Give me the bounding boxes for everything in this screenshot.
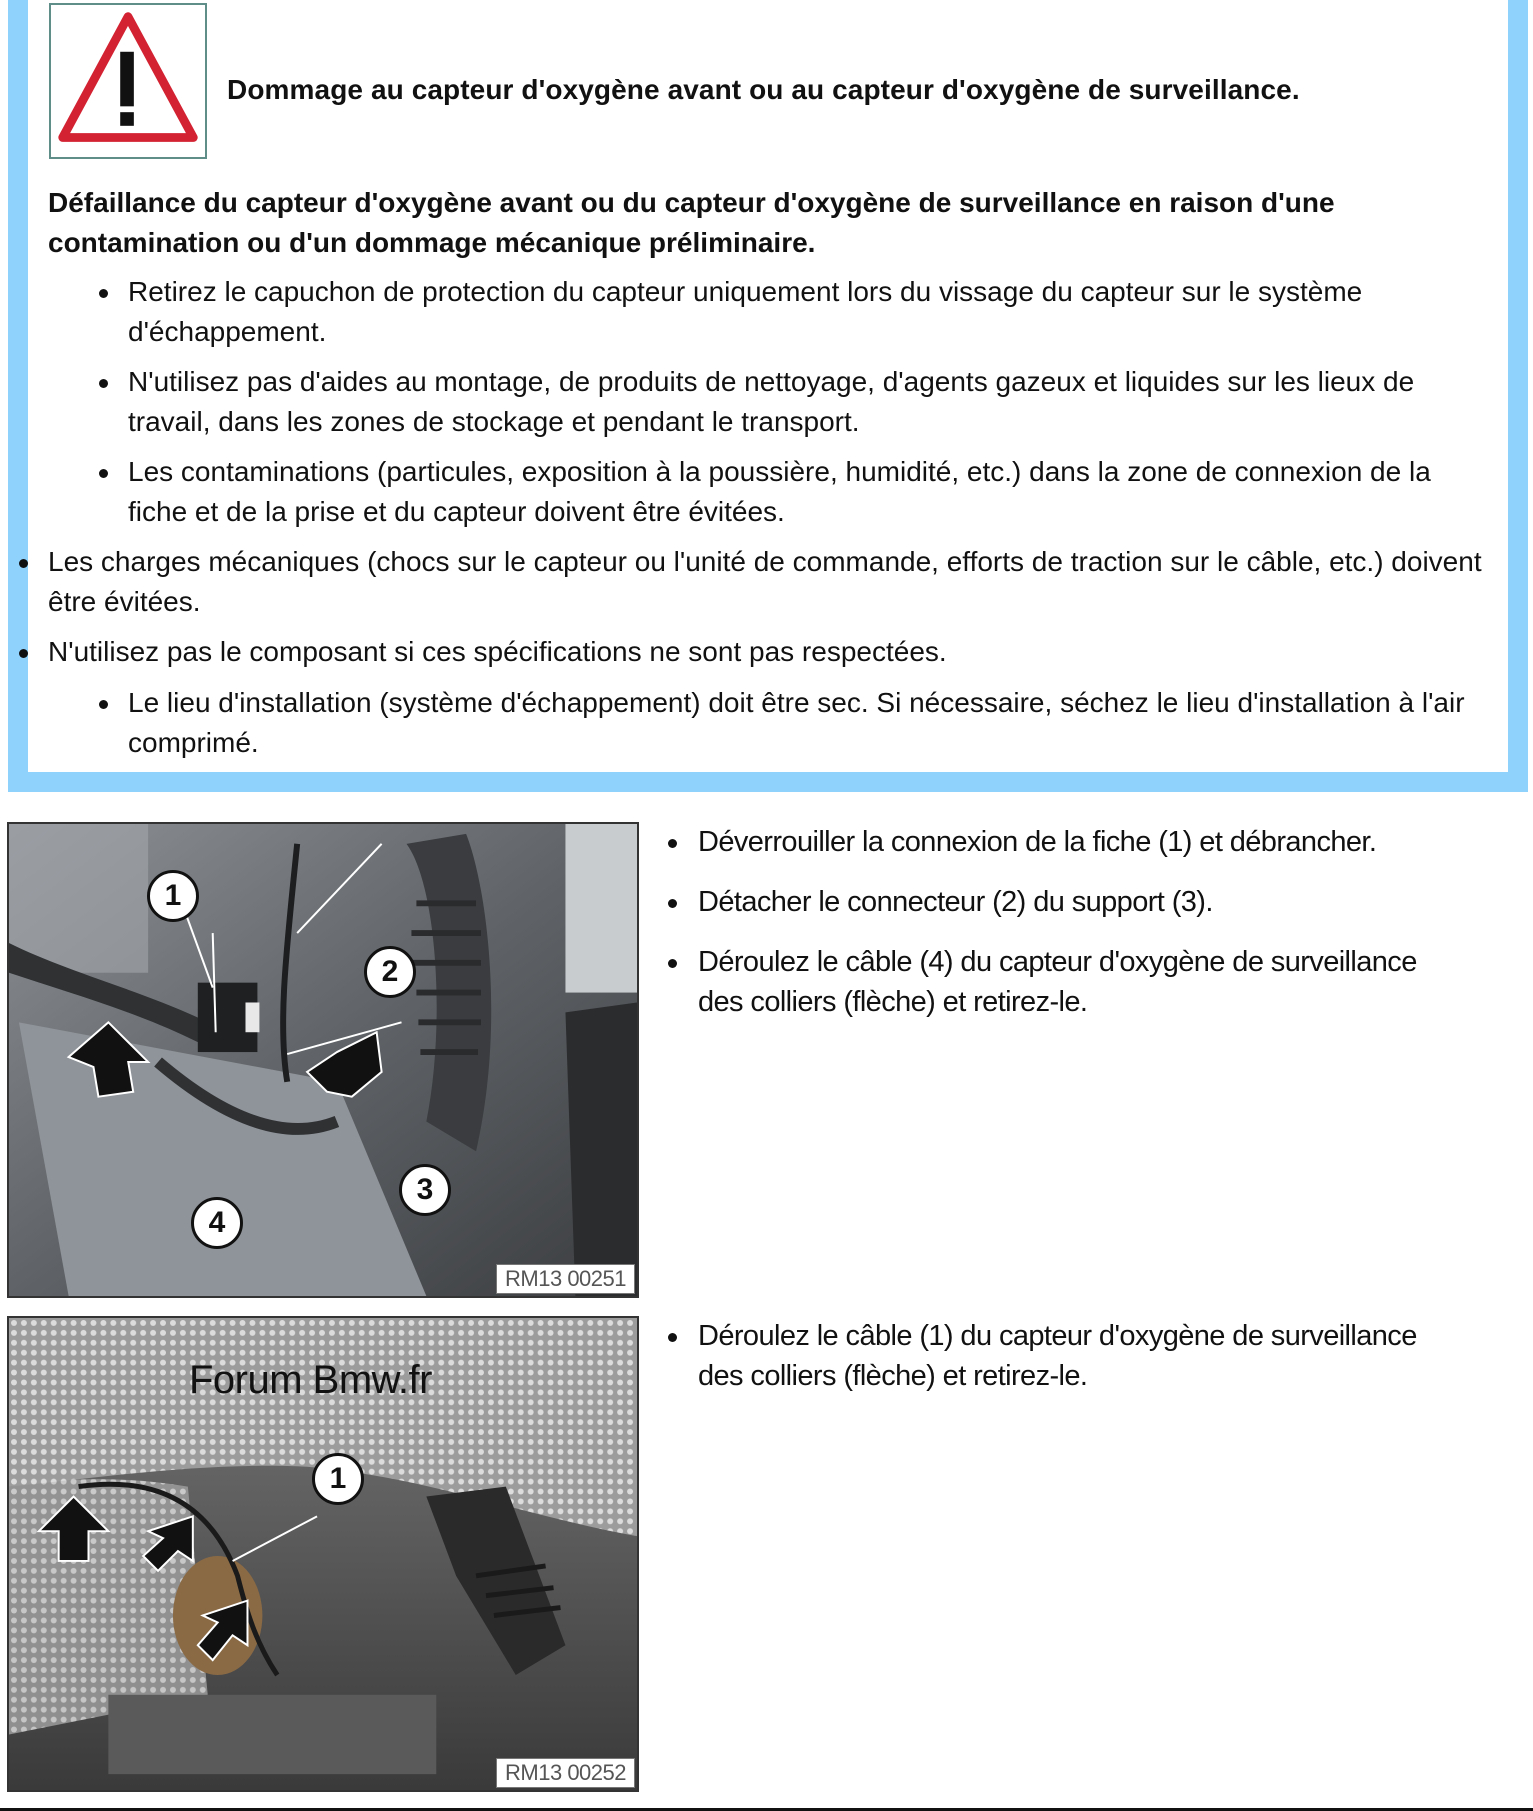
list-item: N'utilisez pas d'aides au montage, de produits de nettoyage, d'agents gazeux et liquides sur les lieux de travail, dans les zones de stockage et pendant le transport.: [128, 362, 1488, 442]
list-item: Retirez le capuchon de protection du capteur uniquement lors du vissage du capteur sur le système d'échappement.: [128, 272, 1488, 352]
list-item: Déroulez le câble (4) du capteur d'oxygène de surveillance des colliers (flèche) et retirez-le.: [698, 942, 1418, 1022]
list-item: Le lieu d'installation (système d'échappement) doit être sec. Si nécessaire, séchez le lieu d'installation à l'air comprimé.: [128, 683, 1488, 763]
callout-number: 1: [312, 1453, 364, 1505]
warning-nested-list-1: [128, 272, 1488, 542]
warning-triangle-icon: [49, 3, 207, 159]
bullet-icon: [668, 899, 677, 908]
list-item: Les contaminations (particules, exposition à la poussière, humidité, etc.) dans la zone de connexion de la fiche et de la prise et du capteur doivent être évitées.: [128, 452, 1488, 532]
bullet-icon: [99, 469, 108, 478]
list-item: Déroulez le câble (1) du capteur d'oxygène de surveillance des colliers (flèche) et retirez-le.: [698, 1316, 1418, 1396]
callout-number: 1: [147, 870, 199, 922]
photo-cable-removal: [7, 1316, 639, 1792]
warning-outer-list: [48, 542, 1488, 682]
callout-number: 3: [399, 1164, 451, 1216]
bullet-icon: [668, 959, 677, 968]
bullet-icon: [668, 1333, 677, 1342]
bullet-icon: [668, 839, 677, 848]
bullet-icon: [99, 289, 108, 298]
watermark-text: Forum Bmw.fr: [189, 1358, 432, 1402]
photo-connector-removal: [7, 822, 639, 1298]
warning-title: Dommage au capteur d'oxygène avant ou au capteur d'oxygène de surveillance.: [227, 74, 1300, 105]
list-item: Détacher le connecteur (2) du support (3).: [698, 882, 1518, 922]
list-item: Déverrouiller la connexion de la fiche (1) et débrancher.: [698, 822, 1518, 862]
bullet-icon: [99, 379, 108, 388]
bullet-icon: [19, 559, 28, 568]
callout-number: 4: [191, 1197, 243, 1249]
bullet-icon: [19, 649, 28, 658]
list-item: Les charges mécaniques (chocs sur le capteur ou l'unité de commande, efforts de traction sur le câble, etc.) doivent être évitées.: [48, 542, 1488, 622]
step-list-2: [698, 1316, 1418, 1416]
list-item: N'utilisez pas le composant si ces spécifications ne sont pas respectées.: [48, 632, 1488, 672]
photo-reference-label: RM13 00251: [496, 1264, 635, 1294]
photo-reference-label: RM13 00252: [496, 1758, 635, 1788]
callout-number: 2: [364, 946, 416, 998]
bullet-icon: [99, 700, 108, 709]
warning-subtitle: Défaillance du capteur d'oxygène avant ou du capteur d'oxygène de surveillance en raison d'une contamination ou d'un dommage mécanique préliminaire.: [48, 187, 1335, 258]
step-list-1: [698, 822, 1518, 1042]
warning-nested-list-2: [128, 683, 1488, 773]
engine-photo-illustration: [9, 824, 637, 1296]
